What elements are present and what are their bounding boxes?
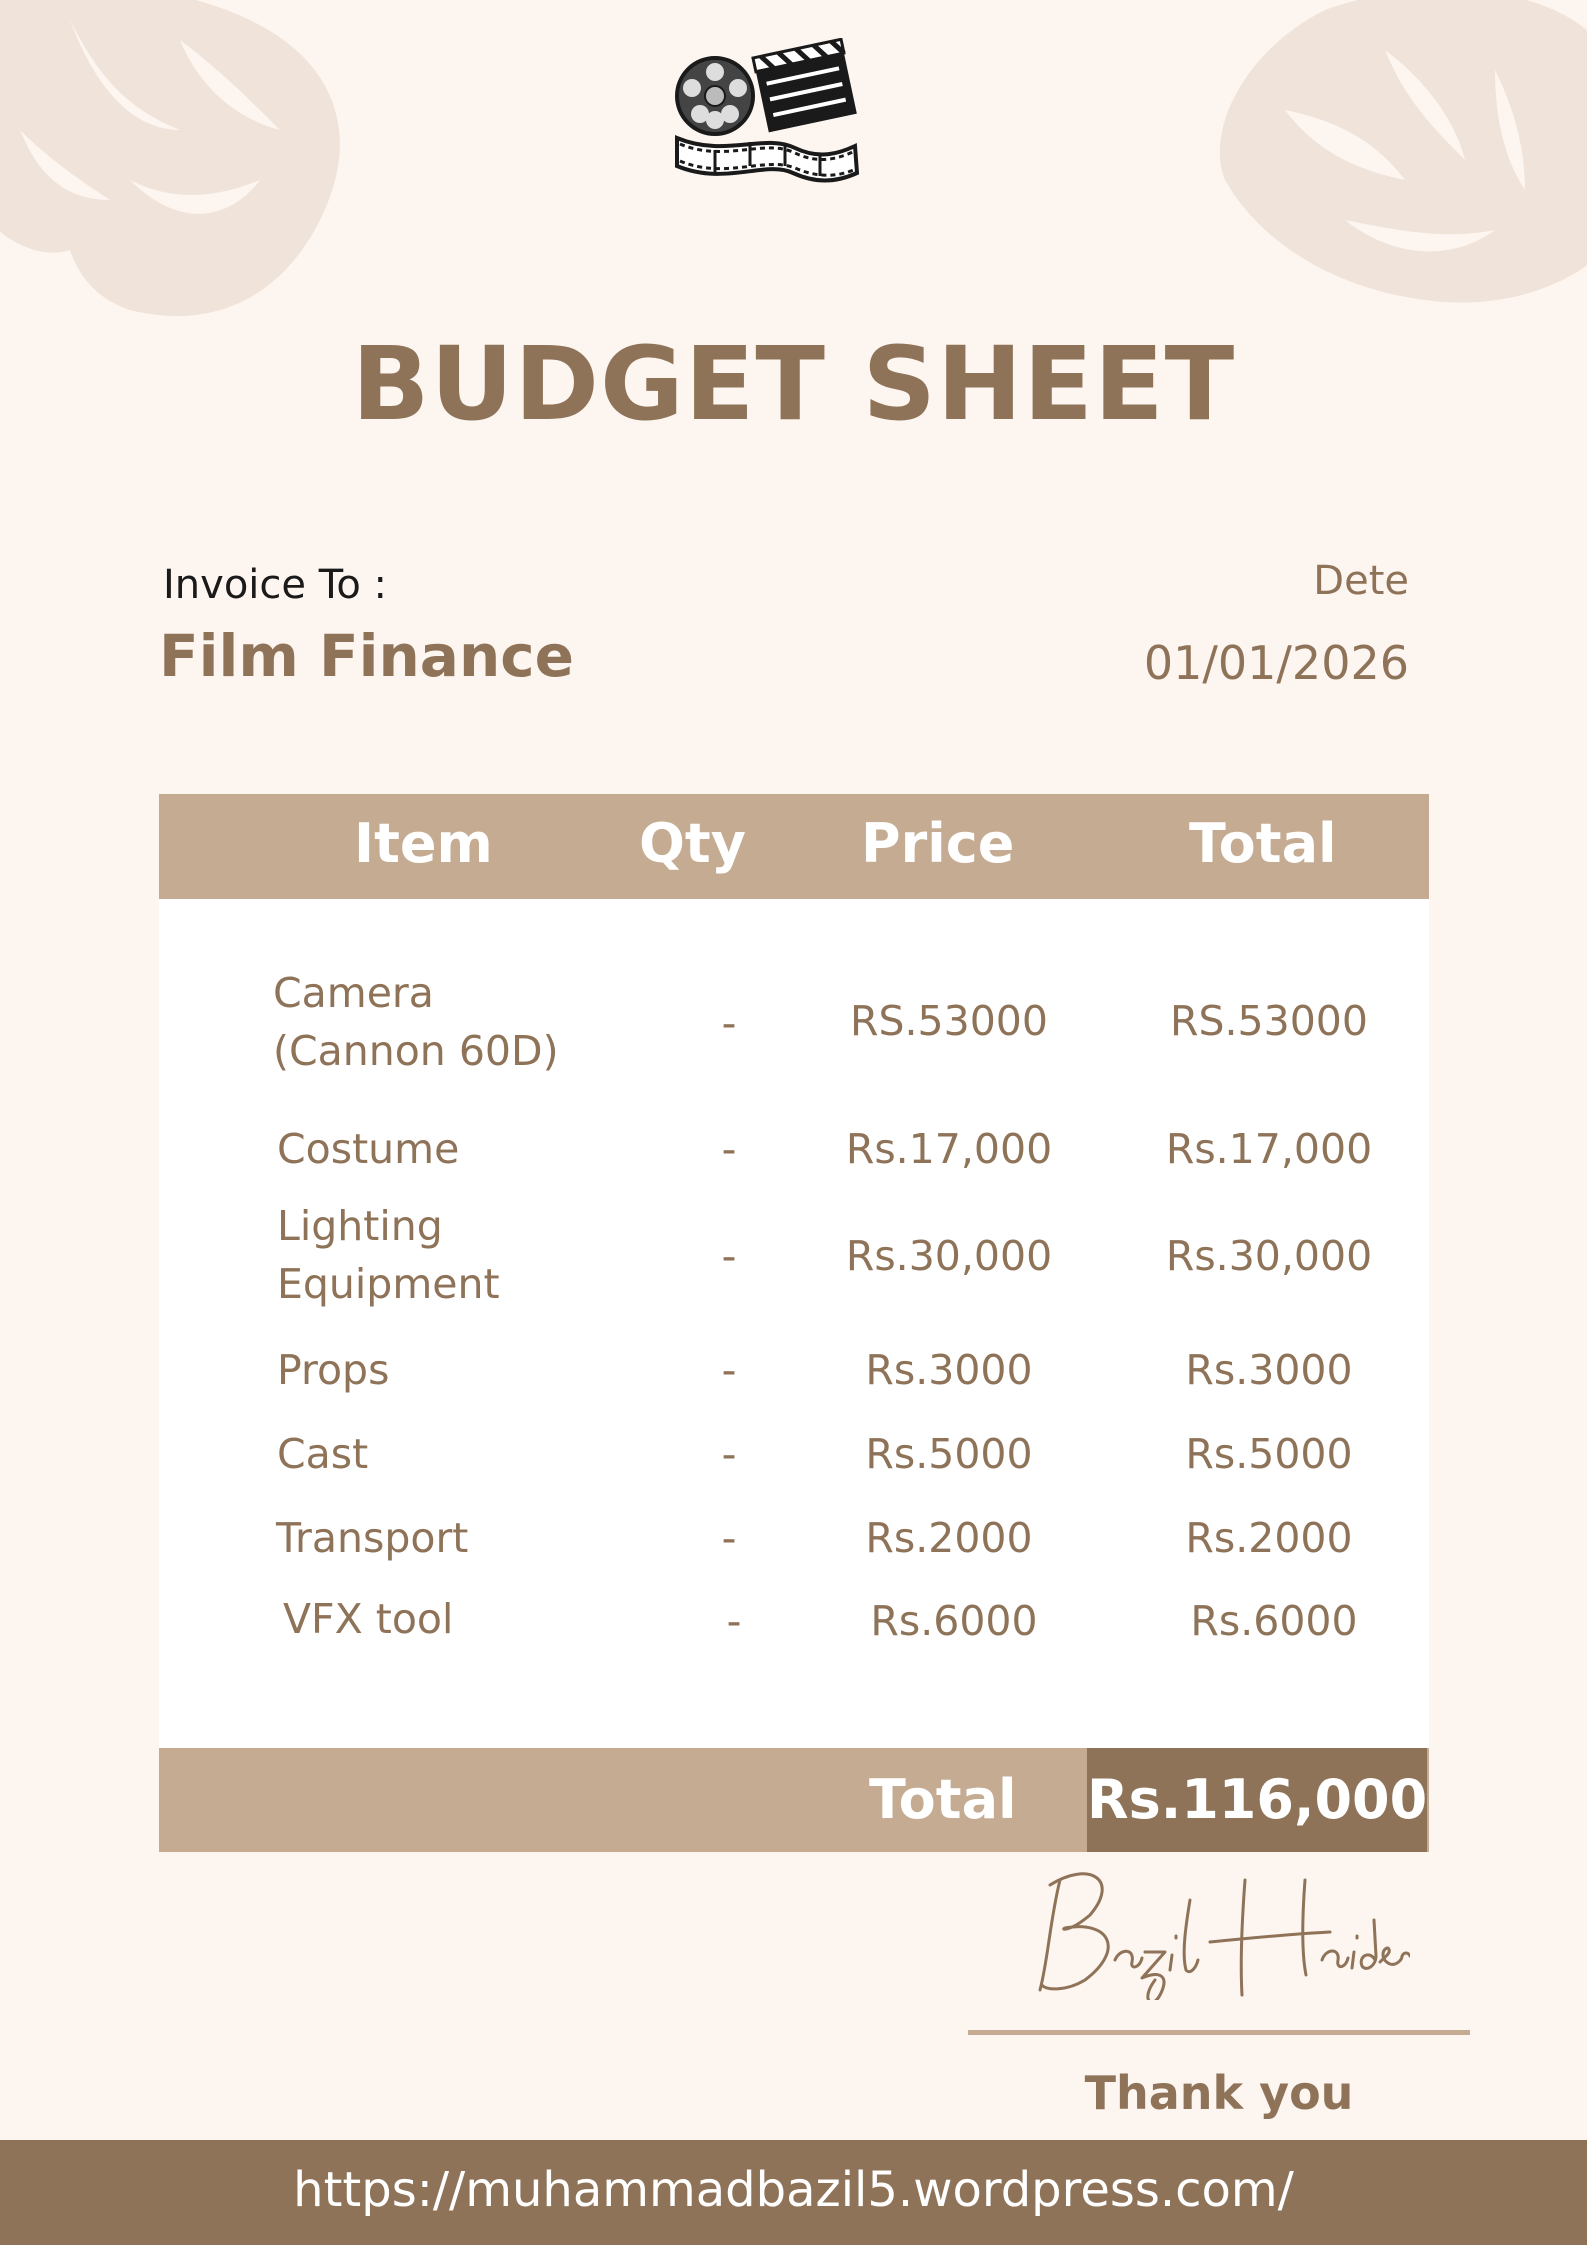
website-link[interactable]: https://muhammadbazil5.wordpress.com/ (293, 2162, 1294, 2218)
price-cell: Rs.5000 (865, 1430, 1033, 1478)
column-header-price: Price (861, 812, 1015, 875)
thank-you-text: Thank you (1084, 2066, 1354, 2120)
total-cell: Rs.5000 (1185, 1430, 1353, 1478)
total-cell: Rs.30,000 (1165, 1232, 1373, 1280)
date-value: 01/01/2026 (1143, 636, 1409, 690)
item-cell (277, 1425, 617, 1483)
item-detail: Equipment (277, 1260, 500, 1308)
signature (1030, 1860, 1410, 2000)
grand-total-value: Rs.116,000 (1087, 1768, 1428, 1831)
table-header (159, 794, 1429, 899)
price-cell: Rs.30,000 (845, 1232, 1053, 1280)
total-cell: Rs.2000 (1185, 1514, 1353, 1562)
total-cell: Rs.3000 (1185, 1346, 1353, 1394)
item-cell (283, 1590, 623, 1648)
page-title: BUDGET SHEET (351, 325, 1236, 444)
price-cell: Rs.2000 (865, 1514, 1033, 1562)
item-cell (277, 1341, 617, 1399)
grand-total-box (1087, 1748, 1427, 1852)
price-cell: Rs.3000 (865, 1346, 1033, 1394)
qty-cell: - (726, 1597, 742, 1645)
item-name: Lighting (277, 1202, 443, 1250)
budget-table (159, 794, 1429, 1852)
qty-cell: - (721, 1514, 737, 1562)
price-cell: RS.53000 (850, 997, 1048, 1045)
price-cell: Rs.17,000 (845, 1125, 1053, 1173)
item-cell (277, 1197, 617, 1313)
column-header-qty: Qty (639, 812, 746, 875)
qty-cell: - (721, 1125, 737, 1173)
client-name: Film Finance (159, 622, 574, 690)
grand-total-label: Total (869, 1768, 1017, 1831)
date-label: Dete (1313, 558, 1409, 604)
item-name: VFX tool (283, 1595, 454, 1643)
item-cell (273, 964, 613, 1080)
item-name: Transport (276, 1514, 469, 1562)
total-cell: Rs.6000 (1190, 1597, 1358, 1645)
item-name: Costume (277, 1125, 460, 1173)
qty-cell: - (721, 1430, 737, 1478)
monstera-leaf-icon (1205, 0, 1587, 320)
item-cell (277, 1120, 617, 1178)
item-cell (276, 1509, 616, 1567)
grand-total-bar (159, 1748, 1429, 1852)
price-cell: Rs.6000 (870, 1597, 1038, 1645)
column-header-total: Total (1189, 812, 1337, 875)
column-header-item: Item (354, 812, 493, 875)
signature-line (968, 2030, 1470, 2035)
qty-cell: - (721, 999, 737, 1047)
film-reel-clapperboard-icon (675, 38, 860, 188)
item-detail: (Cannon 60D) (273, 1027, 559, 1075)
total-cell: Rs.17,000 (1165, 1125, 1373, 1173)
qty-cell: - (721, 1346, 737, 1394)
monstera-leaf-icon (0, 0, 380, 350)
invoice-to-label: Invoice To : (163, 562, 388, 608)
item-name: Props (277, 1346, 390, 1394)
total-cell: RS.53000 (1170, 997, 1368, 1045)
item-name: Cast (277, 1430, 369, 1478)
item-name: Camera (273, 969, 434, 1017)
footer-bar (0, 2140, 1587, 2245)
qty-cell: - (721, 1232, 737, 1280)
